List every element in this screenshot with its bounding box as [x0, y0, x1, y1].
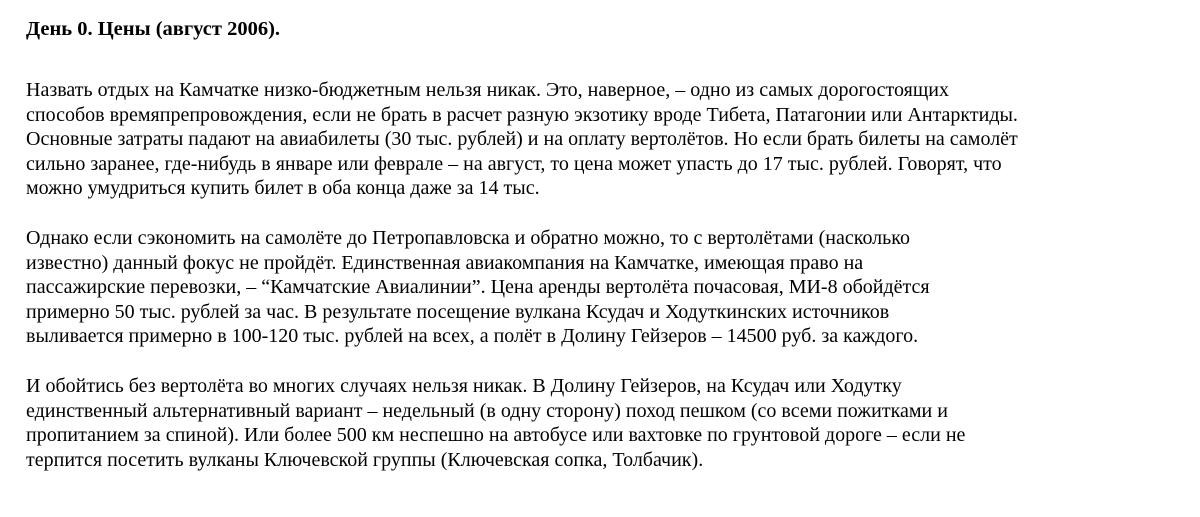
paragraph-alternatives [26, 374, 1196, 472]
paragraph-helicopters [26, 226, 1196, 349]
paragraph-airfare [26, 78, 1196, 201]
paragraph-line: известно) данный фокус не пройдёт. Единственная авиакомпания на Камчатке, имеющая право на [26, 251, 864, 274]
paragraph-line: способов времяпрепровождения, если не брать в расчет разную экзотику вроде Тибета, Патагонии или Антарктиды. [26, 103, 1018, 126]
paragraph-line: выливается примерно в 100-120 тыс. рублей на всех, а полёт в Долину Гейзеров – 14500 руб. за каждого. [26, 325, 919, 348]
paragraph-line: пропитанием за спиной). Или более 500 км неспешно на автобусе или вахтовке по грунтовой дороге – если не [26, 424, 966, 447]
paragraph-line: терпится посетить вулканы Ключевской группы (Ключевская сопка, Толбачик). [26, 448, 704, 471]
paragraph-line: пассажирские перевозки, – “Камчатские Авиалинии”. Цена аренды вертолёта почасовая, МИ-8 обойдётся [26, 276, 930, 299]
paragraph-line: сильно заранее, где-нибудь в январе или феврале – на август, то цена может упасть до 17 тыс. рублей. Говорят, что [26, 152, 1002, 175]
paragraph-line: И обойтись без вертолёта во многих случаях нельзя никак. В Долину Гейзеров, на Ксудач или Ходутку [26, 374, 902, 397]
paragraph-line: можно умудриться купить билет в оба конца даже за 14 тыс. [26, 177, 540, 200]
paragraph-line: единственный альтернативный вариант – недельный (в одну сторону) поход пешком (со всеми пожитками и [26, 399, 948, 422]
paragraph-line: Основные затраты падают на авиабилеты (30 тыс. рублей) и на оплату вертолётов. Но если брать билеты на самолёт [26, 128, 1018, 151]
paragraph-line: примерно 50 тыс. рублей за час. В результате посещение вулкана Ксудач и Ходуткинских источников [26, 300, 890, 323]
paragraph-line: Назвать отдых на Камчатке низко-бюджетным нельзя никак. Это, наверное, – одно из самых дорогостоящих [26, 79, 949, 101]
page-title: День 0. Цены (август 2006). [26, 18, 281, 40]
paragraph-line: Однако если сэкономить на самолёте до Петропавловска и обратно можно, то с вертолётами (насколько [26, 226, 910, 249]
document [26, 14, 1196, 472]
